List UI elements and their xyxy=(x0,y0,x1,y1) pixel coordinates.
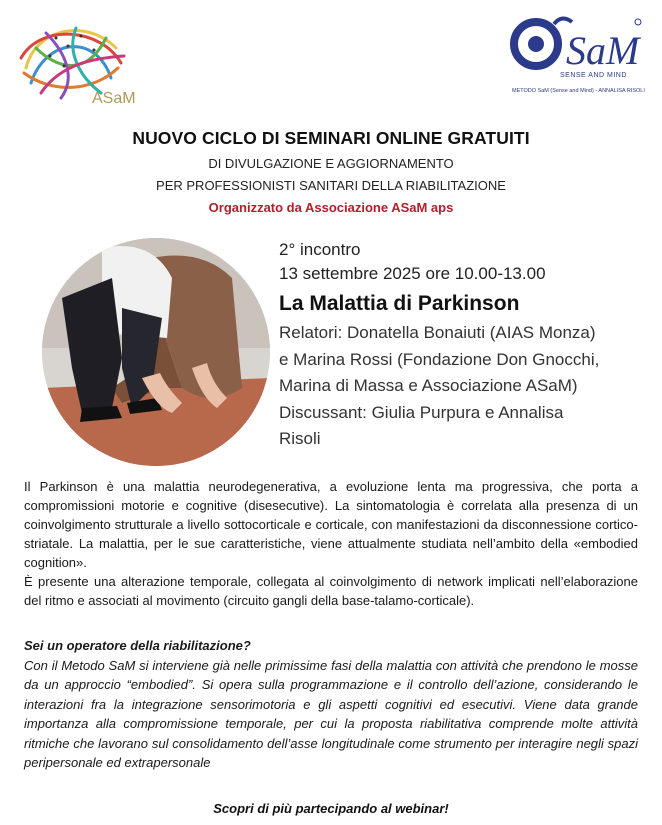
discussant-line: Discussant: Giulia Purpura e Annalisa xyxy=(279,402,564,422)
subtitle-line-2: PER PROFESSIONISTI SANITARI DELLA RIABILITAZIONE xyxy=(156,178,506,193)
call-to-action: Scopri di più partecipando al webinar! xyxy=(213,801,449,816)
asam-logo-text: ASaM xyxy=(92,90,136,107)
event-info xyxy=(279,238,649,452)
speakers-line: Marina di Massa e Associazione ASaM) xyxy=(279,376,578,395)
operator-text: Con il Metodo SaM si interviene già nelle primissime fasi della malattia con attività che prendono le mosse da un approccio “embodied”. Si opera sulla programmazione e il controllo dell’azione, considerando le interazioni fra la integrazione sensorimotoria e gli aspetti cognitivi ed esecutivi. Viene data grande importanza alla compromissione temporale, per cui la proposta riabilitativa comprende molte attività ritmiche che lavorano sul consolidamento dell’asse longitudinale come strumento per interagire negli spazi peripersonale ed extrapersonale xyxy=(24,657,638,770)
sam-brand-logo xyxy=(506,12,650,96)
operator-section xyxy=(24,636,638,773)
sam-brand-text: SaM xyxy=(566,28,640,73)
page-title: NUOVO CICLO DI SEMINARI ONLINE GRATUITI xyxy=(132,128,530,148)
event-title: La Malattia di Parkinson xyxy=(279,292,520,315)
sam-subtitle: METODO SaM (Sense and Mind) - ANNALISA RISOLI xyxy=(512,88,645,94)
header xyxy=(0,128,662,215)
description-paragraph-1: Il Parkinson è una malattia neurodegenerativa, a evoluzione lenta ma progressiva, che porta a compromissioni motorie e cognitive (disesecutive). La sintomatologia è correlata alla presenza di un coinvolgimento strutturale a livello sottocorticale e corticale, con manifestazioni da disconnessione cortico- striatale. La malattia, per le sue caratteristiche, viene attualmente studiata nell’ambito della «embodied cognition». xyxy=(24,479,638,570)
description xyxy=(24,477,638,610)
sam-tagline: SENSE AND MIND xyxy=(560,72,627,79)
event-photo xyxy=(42,238,270,466)
organizer-line: Organizzato da Associazione ASaM aps xyxy=(208,200,454,215)
meeting-number: 2° incontro xyxy=(279,240,361,259)
speakers-line: e Marina Rossi (Fondazione Don Gnocchi, xyxy=(279,349,600,369)
operator-question: Sei un operatore della riabilitazione? xyxy=(24,638,251,653)
discussant-line: Risoli xyxy=(279,429,321,448)
subtitle-line-1: DI DIVULGAZIONE E AGGIORNAMENTO xyxy=(208,156,454,171)
speakers-line: Relatori: Donatella Bonaiuti (AIAS Monza) xyxy=(279,323,596,342)
event-datetime: 13 settembre 2025 ore 10.00-13.00 xyxy=(279,264,546,283)
description-paragraph-2: È presente una alterazione temporale, collegata al coinvolgimento di network implicati nell’elaborazione del ritmo e associati al movimento (circuito gangli della base-talamo-corticale). xyxy=(24,574,638,608)
